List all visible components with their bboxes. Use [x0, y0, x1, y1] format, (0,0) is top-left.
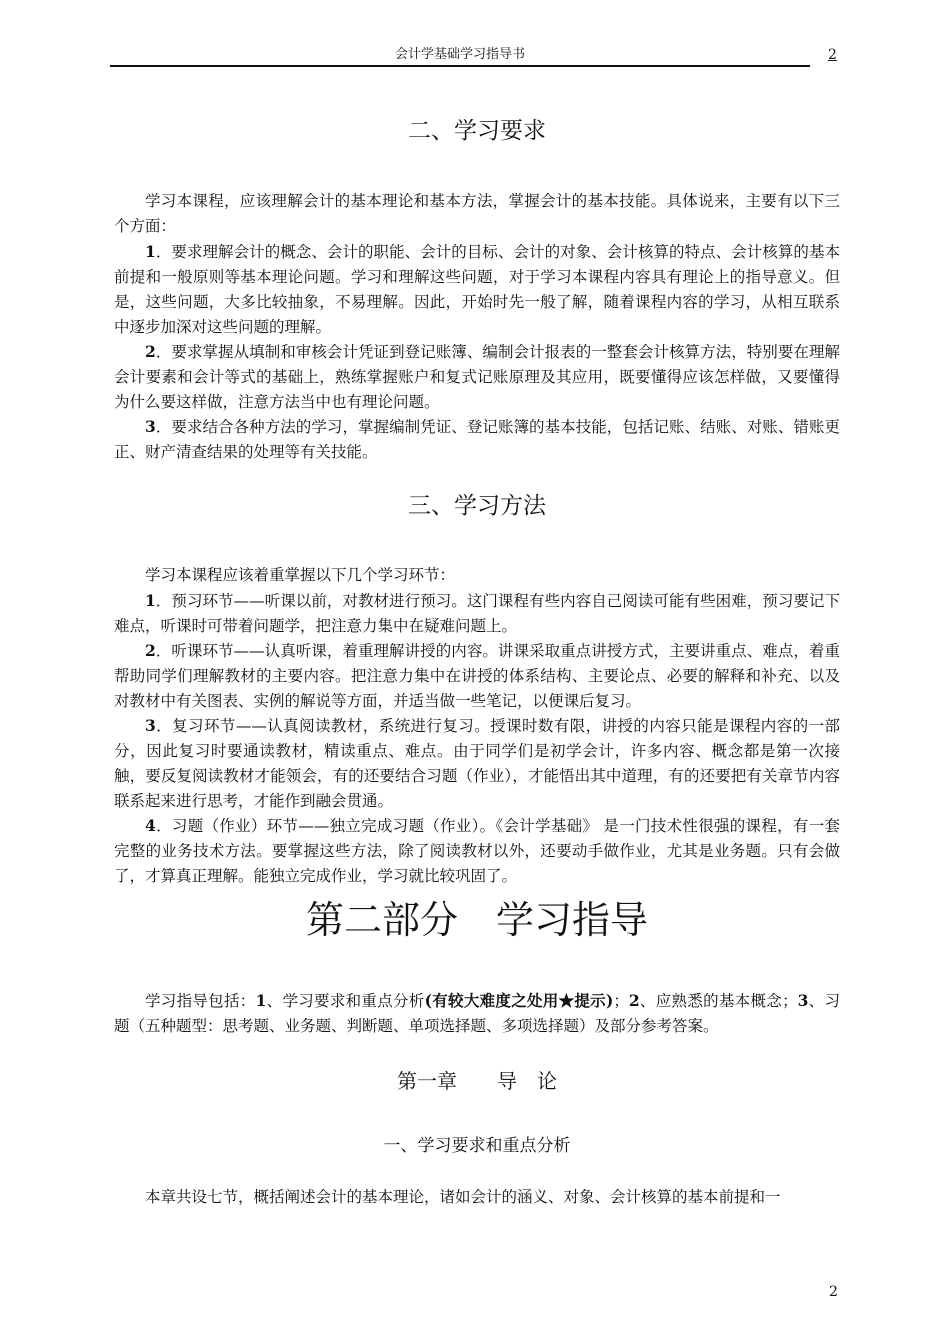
- item-number: 2: [145, 342, 156, 361]
- chapter-title: 第一章 导 论: [397, 1069, 557, 1093]
- item-text: ．要求掌握从填制和审核会计凭证到登记账簿、编制会计报表的一整套会计核算方法，特别要在理解会计要素和会计等式的基础上，熟练掌握账户和复式记账原理及其应用，既要懂得应该怎样做，又要懂得为什么要这样做，注意方法当中也有理论问题。: [114, 343, 840, 411]
- header-title: 会计学基础学习指导书: [394, 47, 525, 62]
- item-text: ．习题（作业）环节——独立完成习题（作业）。《会计学基础》 是一门技术性很强的课程，有一套完整的业务技术方法。要掌握这些方法，除了阅读教材以外，还要动手做作业，尤其是业务题。只有会做了，才算真正理解。能独立完成作业，学习就比较巩固了。: [114, 817, 840, 885]
- section3-item-4: [114, 813, 840, 889]
- section3-item-3: [114, 713, 840, 814]
- item-number: 4: [145, 816, 156, 835]
- footer-page-number: 2: [829, 1284, 838, 1300]
- item-text: ．要求理解会计的概念、会计的职能、会计的目标、会计的对象、会计核算的特点、会计核算的基本前提和一般原则等基本理论问题。学习和理解这些问题，对于学习本课程内容具有理论上的指导意义。但是，这些问题，大多比较抽象，不易理解。因此，开始时先一般了解，随着课程内容的学习，从相互联系中逐步加深对这些问题的理解。: [114, 243, 840, 336]
- item-number: 1: [145, 242, 156, 261]
- chapter-subheading: 一、学习要求和重点分析: [383, 1136, 571, 1156]
- chapter1-intro: 本章共设七节，概括阐述会计的基本理论，诸如会计的涵义、对象、会计核算的基本前提和一: [145, 1188, 781, 1206]
- section3-item-2: [114, 638, 840, 714]
- item-number: 2: [145, 641, 156, 660]
- item-text: ．复习环节——认真阅读教材，系统进行复习。授课时数有限，讲授的内容只能是课程内容的一部分，因此复习时要通读教材，精读重点、难点。由于同学们是初学会计，许多内容、概念都是第一次接触，要反复阅读教材才能领会，有的还要结合习题（作业），才能悟出其中道理，有的还要把有关章节内容联系起来进行思考，才能作到融会贯通。: [114, 717, 840, 810]
- item-number: 1: [145, 591, 156, 610]
- header-rule: [110, 65, 810, 67]
- header-page-number: 2: [828, 47, 837, 63]
- part2-intro: 学习指导包括：1、学习要求和重点分析(有较大难度之处用★提示)；2、应熟悉的基本概念；3、习题（五种题型：思考题、业务题、判断题、单项选择题、多项选择题）及部分参考答案。: [114, 991, 840, 1035]
- section2-item-1: [114, 239, 840, 340]
- item-number: 3: [145, 716, 156, 735]
- part-title: 第二部分 学习指导: [305, 898, 648, 942]
- section-heading-study-requirements: 二、学习要求: [408, 118, 546, 144]
- item-text: ．预习环节——听课以前，对教材进行预习。这门课程有些内容自己阅读可能有些困难，预习要记下难点，听课时可带着问题学，把注意力集中在疑难问题上。: [114, 592, 840, 635]
- item-text: ．听课环节——认真听课，着重理解讲授的内容。讲课采取重点讲授方式，主要讲重点、难点，着重帮助同学们理解教材的主要内容。把注意力集中在讲授的体系结构、主要论点、必要的解释和补充、以及对教材中有关图表、实例的解说等方面，并适当做一些笔记，以便课后复习。: [114, 642, 840, 710]
- item-number: 3: [145, 417, 156, 436]
- section3-item-1: [114, 588, 840, 639]
- item-text: ．要求结合各种方法的学习，掌握编制凭证、登记账簿的基本技能，包括记账、结账、对账、错账更正、财产清查结果的处理等有关技能。: [114, 418, 840, 461]
- section2-item-3: [114, 414, 840, 465]
- section3-intro: 学习本课程应该着重掌握以下几个学习环节：: [145, 566, 456, 584]
- section2-intro: 学习本课程，应该理解会计的基本理论和基本方法，掌握会计的基本技能。具体说来，主要有以下三个方面：: [114, 192, 840, 235]
- section2-item-2: [114, 339, 840, 415]
- section-heading-study-methods: 三、学习方法: [408, 493, 546, 519]
